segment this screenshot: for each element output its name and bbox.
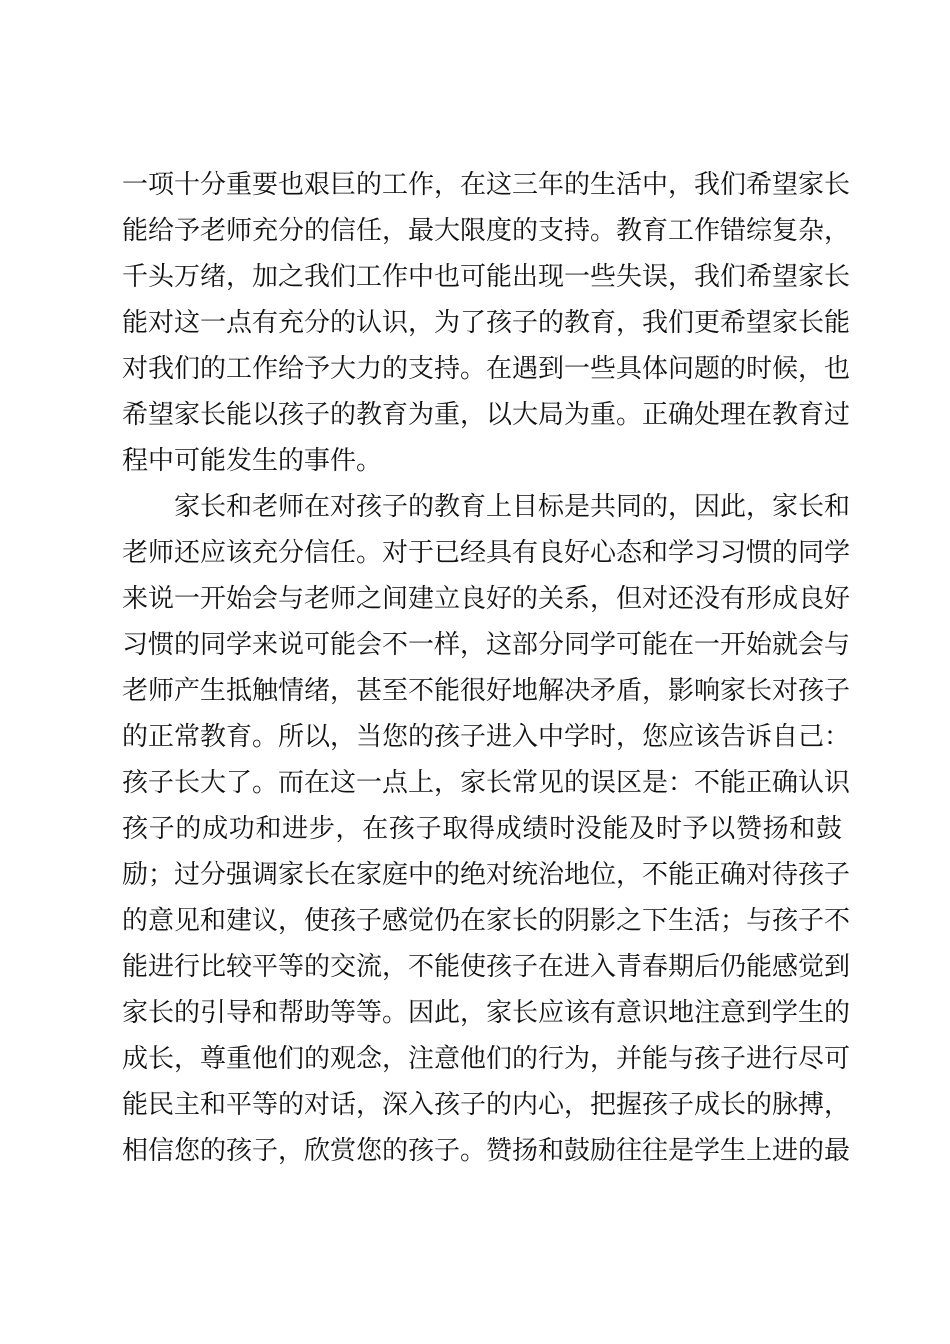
- body-text: [122, 162, 851, 1220]
- text-line: 励；过分强调家长在家庭中的绝对统治地位，不能正确对待孩子: [122, 860, 851, 890]
- text-line: 能对这一点有充分的认识，为了孩子的教育，我们更希望家长能: [122, 308, 851, 338]
- text-line: 成长，尊重他们的观念，注意他们的行为，并能与孩子进行尽可: [122, 1044, 851, 1074]
- text-line: 程中可能发生的事件。: [122, 446, 383, 476]
- text-line: [122, 1174, 842, 1220]
- text-line: 习惯的同学来说可能会不一样，这部分同学可能在一开始就会与: [122, 630, 851, 660]
- text-line: 的正常教育。所以，当您的孩子进入中学时，您应该告诉自己：: [122, 722, 851, 752]
- text-line: 家长的引导和帮助等等。因此，家长应该有意识地注意到学生的: [122, 998, 851, 1028]
- text-line: 孩子长大了。而在这一点上，家长常见的误区是：不能正确认识: [122, 768, 851, 798]
- text-line: 能给予老师充分的信任，最大限度的支持。教育工作错综复杂，: [122, 216, 851, 246]
- text-line: 对我们的工作给予大力的支持。在遇到一些具体问题的时候，也: [122, 354, 851, 384]
- text-line: 老师产生抵触情绪，甚至不能很好地解决矛盾，影响家长对孩子: [122, 676, 851, 706]
- text-line: 来说一开始会与老师之间建立良好的关系，但对还没有形成良好: [122, 584, 851, 614]
- paragraph-1: [122, 162, 851, 484]
- text-line: 能民主和平等的对话，深入孩子的内心，把握孩子成长的脉搏，: [122, 1090, 851, 1120]
- text-line: 孩子的成功和进步，在孩子取得成绩时没能及时予以赞扬和鼓: [122, 814, 842, 844]
- text-line: 希望家长能以孩子的教育为重，以大局为重。正确处理在教育过: [122, 400, 851, 430]
- paragraph-2: [122, 484, 851, 1220]
- text-line: 的意见和建议，使孩子感觉仍在家长的阴影之下生活；与孩子不: [122, 906, 851, 936]
- text-line: 千头万绪，加之我们工作中也可能出现一些失误，我们希望家长: [122, 262, 851, 292]
- text-line: 老师还应该充分信任。对于已经具有良好心态和学习习惯的同学: [122, 538, 851, 568]
- text-line: 家长和老师在对孩子的教育上目标是共同的，因此，家长和: [174, 492, 851, 522]
- text-line: 相信您的孩子，欣赏您的孩子。赞扬和鼓励往往是学生上进的最: [122, 1136, 851, 1166]
- text-line: 一项十分重要也艰巨的工作，在这三年的生活中，我们希望家长: [122, 170, 851, 200]
- text-line: 能进行比较平等的交流，不能使孩子在进入青春期后仍能感觉到: [122, 952, 851, 982]
